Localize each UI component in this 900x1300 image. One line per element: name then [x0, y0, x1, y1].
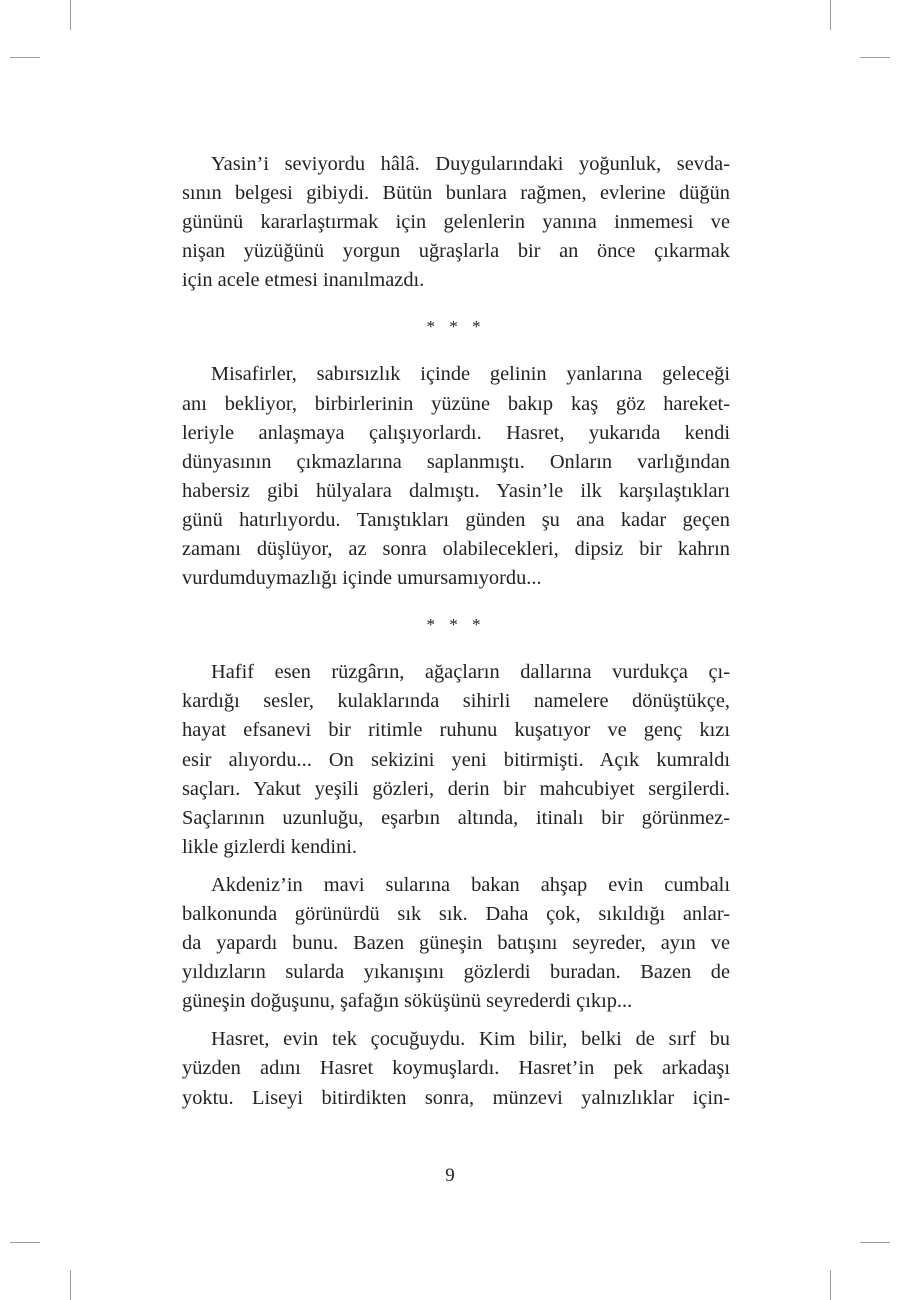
section-separator: * * * — [426, 615, 486, 635]
text-line: güneşin doğuşunu, şafağın söküşünü seyrederdi çıkıp... — [182, 990, 633, 1013]
paragraph — [182, 150, 730, 295]
text-line: Hafif esen rüzgârın, ağaçların dallarına vurdukça çı- — [211, 661, 730, 684]
paragraph — [182, 360, 730, 593]
text-line: hayat efsanevi bir ritimle ruhunu kuşatıyor ve genç kızı — [182, 719, 730, 742]
section-separator: * * * — [426, 317, 486, 337]
text-line: leriyle anlaşmaya çalışıyorlardı. Hasret, yukarıda kendi — [182, 421, 730, 444]
text-line: saçları. Yakut yeşili gözleri, derin bir mahcubiyet sergilerdi. — [182, 777, 730, 800]
text-line: habersiz gibi hülyalara dalmıştı. Yasin’le ilk karşılaştıkları — [182, 479, 730, 502]
text-line: likle gizlerdi kendini. — [182, 835, 357, 858]
page-number: 9 — [445, 1165, 455, 1186]
text-line: vurdumduymazlığı içinde umursamıyordu... — [182, 567, 542, 590]
text-line: yoktu. Liseyi bitirdikten sonra, münzevi yalnızlıklar için- — [182, 1086, 730, 1109]
text-line: yüzden adını Hasret koymuşlardı. Hasret’in pek arkadaşı — [182, 1057, 730, 1080]
text-line: zamanı düşlüyor, az sonra olabilecekleri, dipsiz bir kahrın — [182, 538, 730, 561]
text-line: esir alıyordu... On sekizini yeni bitirmişti. Açık kumraldı — [182, 748, 730, 771]
text-line: Saçlarının uzunluğu, eşarbın altında, itinalı bir görünmez- — [182, 806, 730, 829]
text-line: Hasret, evin tek çocuğuydu. Kim bilir, belki de sırf bu — [211, 1028, 730, 1051]
text-line: Misafirler, sabırsızlık içinde gelinin yanlarına geleceği — [211, 363, 730, 386]
text-line: sının belgesi gibiydi. Bütün bunlara rağmen, evlerine düğün — [182, 182, 730, 205]
text-line: Akdeniz’in mavi sularına bakan ahşap evin cumbalı — [211, 873, 730, 896]
crop-mark-top-right — [830, 0, 831, 30]
crop-mark-right-top — [860, 57, 890, 58]
text-line: balkonunda görünürdü sık sık. Daha çok, sıkıldığı anlar- — [182, 902, 730, 925]
paragraph — [182, 871, 730, 1016]
crop-mark-bottom-left — [70, 1270, 71, 1300]
text-line: anı bekliyor, birbirlerinin yüzüne bakıp kaş göz hareket- — [182, 392, 730, 415]
text-line: gününü kararlaştırmak için gelenlerin yanına inmemesi ve — [182, 211, 730, 234]
crop-mark-bottom-right — [830, 1270, 831, 1300]
text-line: kardığı sesler, kulaklarında sihirli namelere dönüştükçe, — [182, 690, 730, 713]
crop-mark-right-bottom — [860, 1242, 890, 1243]
crop-mark-top-left — [70, 0, 71, 30]
page-body — [182, 150, 730, 1113]
paragraph — [182, 1025, 730, 1112]
text-line: yıldızların sularda yıkanışını gözlerdi buradan. Bazen de — [182, 961, 730, 984]
crop-mark-left-top — [10, 57, 40, 58]
text-line: dünyasının çıkmazlarına saplanmıştı. Onların varlığından — [182, 450, 730, 473]
text-line: için acele etmesi inanılmazdı. — [182, 269, 425, 292]
text-line: nişan yüzüğünü yorgun uğraşlarla bir an önce çıkarmak — [182, 240, 730, 263]
crop-mark-left-bottom — [10, 1242, 40, 1243]
paragraph — [182, 658, 730, 862]
text-line: Yasin’i seviyordu hâlâ. Duygularındaki yoğunluk, sevda- — [211, 153, 730, 175]
text-line: günü hatırlıyordu. Tanıştıkları günden şu ana kadar geçen — [182, 508, 730, 531]
text-line: da yapardı bunu. Bazen güneşin batışını seyreder, ayın ve — [182, 932, 730, 955]
